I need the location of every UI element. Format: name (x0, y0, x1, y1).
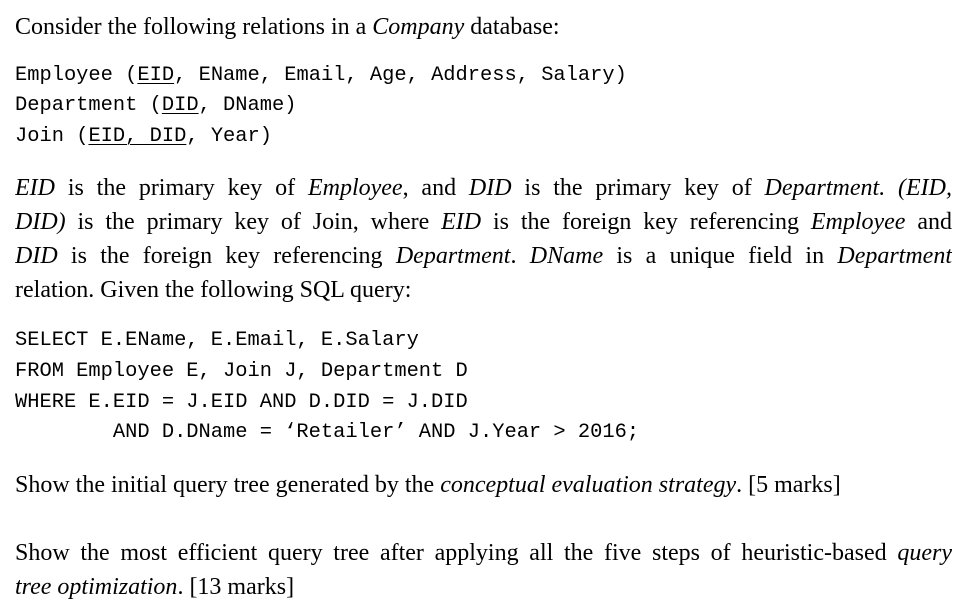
description-line-1: EID is the primary key of Employee, and DID is the primary key of Department. (EID, (15, 175, 952, 201)
question-1-emphasis: conceptual evaluation strategy (440, 472, 737, 498)
description-paragraph (15, 171, 952, 307)
primary-key: DID (161, 94, 199, 117)
sql-from-line: FROM Employee E, Join J, Department D (15, 360, 468, 383)
intro-text (15, 10, 560, 44)
description-line-4: relation. Given the following SQL query: (15, 277, 412, 303)
schema-employee: Employee (EID, EName, Email, Age, Address, Salary) (15, 64, 627, 87)
relation-name: Join (15, 125, 64, 148)
question-1: Show the initial query tree generated by the conceptual evaluation strategy. [5 marks] (15, 472, 841, 498)
schema-department: Department (DID, DName) (15, 94, 297, 117)
relation-name: Employee (15, 64, 113, 87)
sql-select-line: SELECT E.EName, E.Email, E.Salary (15, 329, 419, 352)
description-line-3: DID is the foreign key referencing Department. DName is a unique field in Department (15, 243, 952, 269)
intro-prefix: Consider the following relations in a (15, 14, 373, 40)
schema-join: Join (EID, DID, Year) (15, 125, 272, 148)
primary-key: EID, DID (88, 125, 187, 148)
sql-where-line: WHERE E.EID = J.EID AND D.DID = J.DID (15, 391, 468, 414)
relation-attributes: , EName, Email, Age, Address, Salary) (174, 64, 627, 87)
primary-key: EID (137, 64, 175, 87)
relation-attributes: , DName) (198, 94, 297, 117)
intro-suffix: database: (464, 14, 560, 40)
relation-attributes: , Year) (186, 125, 272, 148)
database-name: Company (372, 14, 465, 40)
relation-name: Department (15, 94, 138, 117)
question-2-line-2: tree optimization. [13 marks] (15, 574, 295, 600)
question-2 (15, 536, 952, 604)
sql-and-line: AND D.DName = ‘Retailer’ AND J.Year > 2016; (15, 421, 640, 444)
question-2-line-1: Show the most efficient query tree after applying all the five steps of heuristic-based query (15, 540, 952, 566)
description-line-2: DID) is the primary key of Join, where EID is the foreign key referencing Employee and (15, 209, 952, 235)
